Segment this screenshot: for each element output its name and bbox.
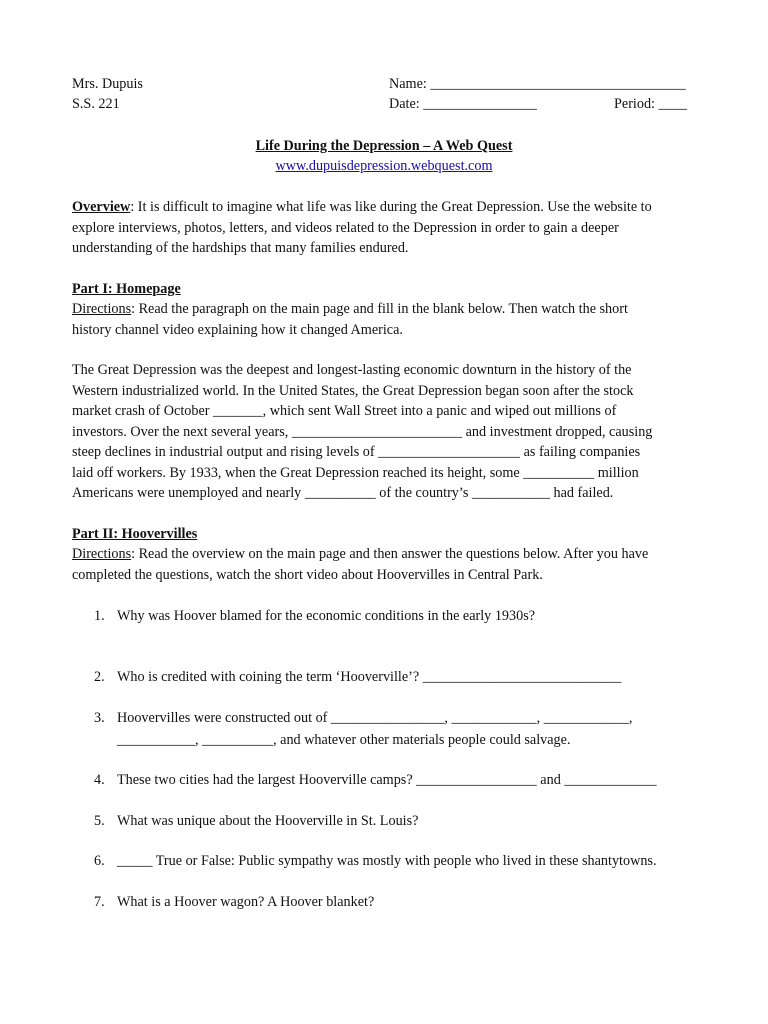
name-blank[interactable]: ____________________________________	[430, 76, 686, 92]
part2-heading: Part II: Hoovervilles	[72, 526, 198, 542]
question-item	[94, 811, 418, 832]
question-text: Why was Hoover blamed for the economic conditions in the early 1930s?	[117, 608, 536, 624]
question-item[interactable]	[94, 667, 621, 688]
part1-heading: Part I: Homepage	[72, 281, 181, 297]
question-item[interactable]	[94, 851, 657, 872]
question-item[interactable]	[94, 770, 657, 791]
question-number: 6.	[94, 853, 105, 869]
question-number: 7.	[94, 894, 105, 910]
question-number: 2.	[94, 669, 105, 685]
question-number: 3.	[94, 710, 105, 726]
period-field[interactable]	[614, 94, 687, 115]
question-text: What is a Hoover wagon? A Hoover blanket?	[117, 894, 375, 910]
date-blank[interactable]: ________________	[423, 96, 537, 112]
part2-directions-label: Directions	[72, 546, 132, 562]
date-field[interactable]	[389, 94, 537, 115]
date-label: Date:	[389, 96, 420, 112]
name-field[interactable]	[389, 74, 686, 95]
period-label: Period:	[614, 96, 655, 112]
question-text[interactable]: Who is credited with coining the term ‘Hooverville’? ____________________________	[117, 669, 622, 685]
overview-line: understanding of the hardships that many families endured.	[72, 240, 409, 256]
part1-directions-line: history channel video explaining how it changed America.	[72, 321, 403, 338]
overview-label: Overview	[72, 199, 131, 215]
webquest-link-wrap	[0, 156, 768, 177]
name-label: Name:	[389, 76, 427, 92]
paragraph-line[interactable]: Americans were unemployed and nearly __________ of the country’s ___________ had failed.	[72, 485, 614, 501]
part2-directions-line: : Read the overview on the main page and then answer the questions below. After you have	[131, 546, 649, 562]
paragraph-line[interactable]: market crash of October _______, which sent Wall Street into a panic and wiped out millions of	[72, 403, 617, 419]
webquest-link[interactable]: www.dupuisdepression.webquest.com	[275, 158, 493, 174]
paragraph-line[interactable]: laid off workers. By 1933, when the Great Depression reached its height, some __________ million	[72, 464, 639, 481]
question-number: 4.	[94, 772, 105, 788]
question-text[interactable]: _____ True or False: Public sympathy was mostly with people who lived in these shantytowns.	[117, 853, 657, 869]
question-item	[94, 606, 535, 627]
period-blank[interactable]: ____	[658, 96, 687, 112]
overview-paragraph	[72, 197, 696, 259]
part2-directions	[72, 544, 696, 585]
paragraph-line: Western industrialized world. In the United States, the Great Depression began soon after the stock	[72, 382, 634, 399]
part1-directions	[72, 299, 696, 340]
question-text[interactable]: These two cities had the largest Hooverville camps? _________________ and _____________	[117, 772, 657, 788]
overview-line: explore interviews, photos, letters, and videos related to the Depression in order to gain a deeper	[72, 219, 619, 236]
paragraph-line[interactable]: steep declines in industrial output and rising levels of ____________________ as failing companies	[72, 444, 641, 460]
page-title: Life During the Depression – A Web Quest	[255, 138, 513, 154]
part1-directions-line: : Read the paragraph on the main page and fill in the blank below. Then watch the short	[131, 301, 628, 317]
question-continuation[interactable]: ___________, __________, and whatever other materials people could salvage.	[117, 732, 571, 748]
part1-directions-label: Directions	[72, 301, 132, 317]
course-code: S.S. 221	[72, 96, 120, 112]
question-item	[94, 892, 374, 913]
question-number: 5.	[94, 813, 105, 829]
part2-directions-line: completed the questions, watch the short video about Hoovervilles in Central Park.	[72, 566, 543, 583]
overview-line: : It is difficult to imagine what life was like during the Great Depression. Use the website to	[130, 199, 652, 215]
teacher-name: Mrs. Dupuis	[72, 76, 143, 92]
part1-fill-in-paragraph	[72, 360, 696, 504]
question-number: 1.	[94, 608, 105, 624]
paragraph-line[interactable]: investors. Over the next several years, ________________________ and investment dropped, causing	[72, 423, 653, 440]
question-text[interactable]: Hoovervilles were constructed out of ________________, ____________, ____________,	[117, 710, 633, 726]
question-item[interactable]	[94, 708, 632, 729]
question-text: What was unique about the Hooverville in St. Louis?	[117, 813, 419, 829]
paragraph-line: The Great Depression was the deepest and longest-lasting economic downturn in the history of the	[72, 362, 632, 378]
